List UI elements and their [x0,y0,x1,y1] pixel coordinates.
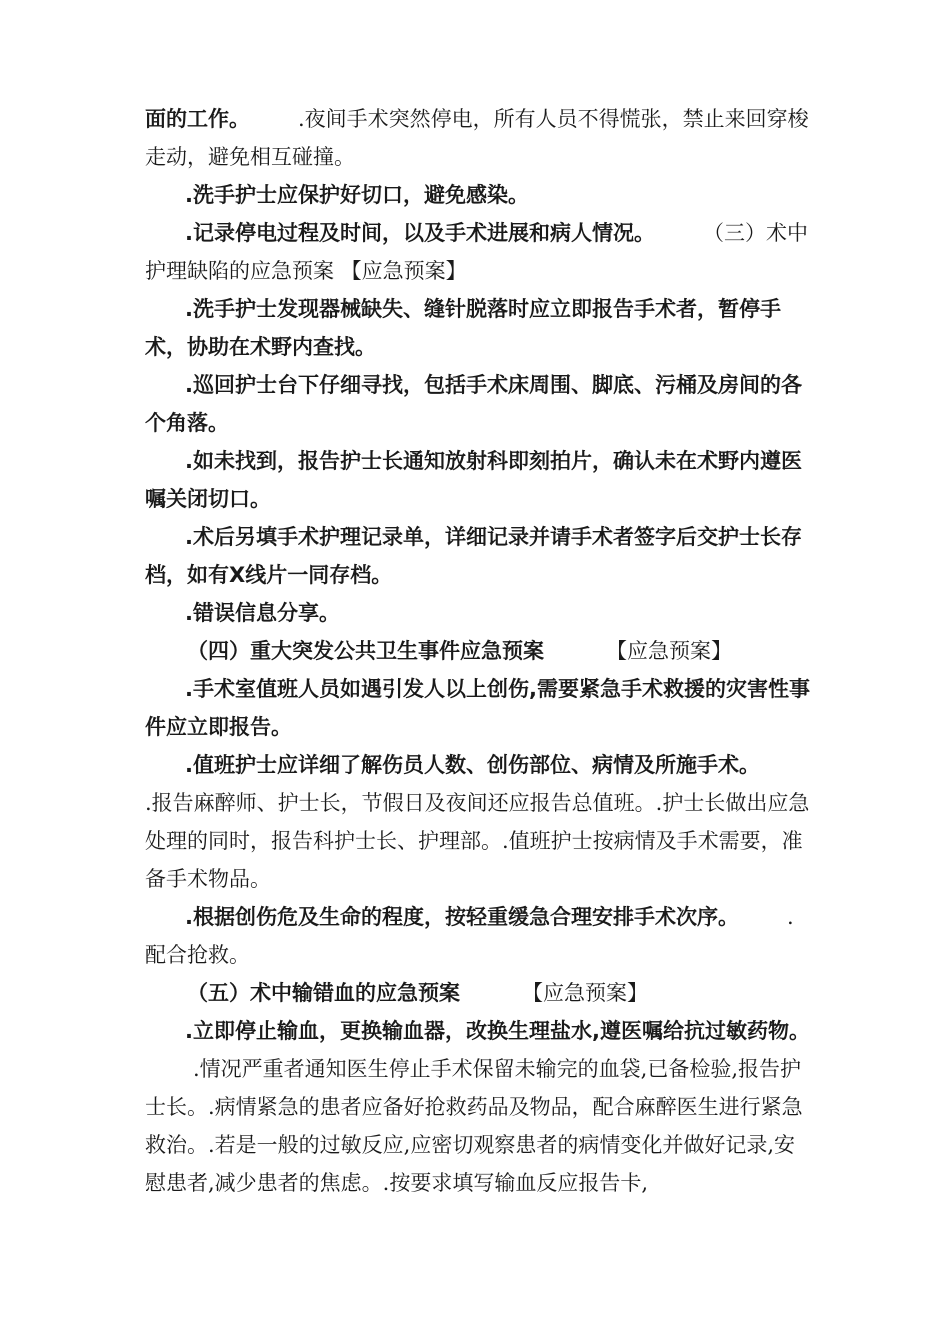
para-10-text: .报告麻醉师、护士长，节假日及夜间还应报告总值班。.护士长做出应急处理的同时，报告科护士长、护理部。.值班护士按病情及手术需要，准备手术物品。 [145,791,810,891]
paragraph-9: .手术室值班人员如遇引发人以上创伤,需要紧急手术救援的灾害性事件应立即报告。 [145,677,810,739]
para-3-heading: （三）术中护理缺陷的应急预案 【应急预案】 [145,221,808,283]
paragraph-12 [145,1012,810,1202]
paragraph-4: .洗手护士发现器械缺失、缝针脱落时应立即报告手术者，暂停手术，协助在术野内查找。 [145,297,781,359]
paragraph-8: .错误信息分享。 [185,601,340,625]
para-1-text: .夜间手术突然停电，所有人员不得慌张，禁止来回穿梭走动，避免相互碰撞。 [145,107,809,169]
section-heading-4 [145,632,810,670]
paragraph-1 [145,100,810,176]
para-11-bold: .根据创伤危及生命的程度，按轻重缓急合理安排手术次序。 [185,905,739,929]
para-10-bold: .值班护士应详细了解伤员人数、创伤部位、病情及所施手术。 [185,753,760,777]
paragraph-11 [145,898,810,974]
paragraph-3 [145,214,810,290]
para-1-bold: 面的工作。 [145,107,250,131]
heading-5-title: （五）术中输错血的应急预案 [187,981,460,1005]
paragraph-5: .巡回护士台下仔细寻找，包括手术床周围、脚底、污桶及房间的各个角落。 [145,373,802,435]
para-12-bold: .立即停止输血，更换输血器，改换生理盐水,遵医嘱给抗过敏药物。 [185,1019,810,1043]
para-11-text: .配合抢救。 [145,905,794,967]
paragraph-6: .如未找到，报告护士长通知放射科即刻拍片，确认未在术野内遵医嘱关闭切口。 [145,449,802,511]
paragraph-7: .术后另填手术护理记录单，详细记录并请手术者签字后交护士长存档，如有X线片一同存档。 [145,525,802,587]
para-3-bold: .记录停电过程及时间，以及手术进展和病人情况。 [185,221,655,245]
paragraph-10 [145,746,810,898]
paragraph-2: .洗手护士应保护好切口，避免感染。 [185,183,529,207]
para-12-text: .情况严重者通知医生停止手术保留未输完的血袋,已备检验,报告护士长。.病情紧急的患者应备好抢救药品及物品，配合麻醉医生进行紧急救治。.若是一般的过敏反应,应密切观察患者的病情变化并做好记录,安慰患者,减少患者的焦虑。.按要求填写输血反应报告卡, [145,1057,803,1195]
section-heading-5 [145,974,810,1012]
heading-4-tag: 【应急预案】 [606,639,732,663]
heading-5-tag: 【应急预案】 [522,981,648,1005]
heading-4-title: （四）重大突发公共卫生事件应急预案 [187,639,544,663]
